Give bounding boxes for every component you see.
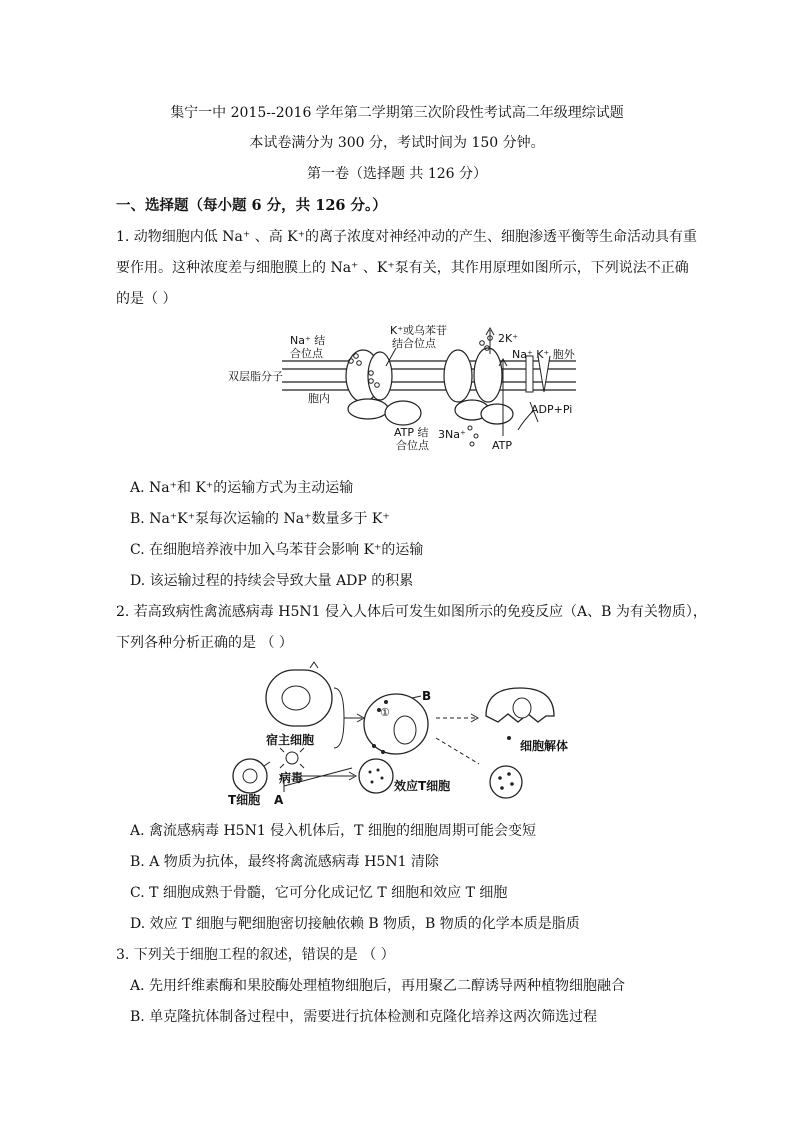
- q2-text-line2: 下列各种分析正确的是 （ ）: [116, 635, 293, 651]
- lysed-cell: [486, 688, 554, 722]
- q2-immune-figure: [224, 658, 594, 808]
- na-site-label-1: Na⁺ 结: [290, 334, 326, 347]
- virus-icon: [280, 748, 304, 768]
- na-site-label-2: 合位点: [290, 347, 323, 360]
- q2-text-line1: 2. 若高致病性禽流感病毒 H5N1 侵入人体后可发生如图所示的免疫反应（A、B 为有关物质），: [116, 604, 707, 620]
- t-cell: [233, 759, 270, 793]
- q2-option-b: B. A 物质为抗体，最终将禽流感病毒 H5N1 清除: [130, 854, 439, 870]
- q1-option-d: D. 该运输过程的持续会导致大量 ADP 的积累: [130, 573, 414, 589]
- q1-pump-figure: [220, 318, 580, 458]
- exam-info: 本试卷满分为 300 分，考试时间为 150 分钟。: [249, 135, 545, 151]
- bracket: [334, 688, 344, 748]
- q1-text-line3: 的是（ ）: [116, 291, 177, 307]
- q3-option-b: B. 单克隆抗体制备过程中，需要进行抗体检测和克隆化培养这两次筛选过程: [130, 1009, 598, 1025]
- na-channel: [526, 356, 533, 392]
- atp-site-label-1: ATP 结: [394, 426, 429, 439]
- two-k-label: 2K⁺: [498, 332, 519, 345]
- q1-text-line1: 1. 动物细胞内低 Na⁺ 、高 K⁺的离子浓度对神经冲动的产生、细胞渗透平衡等生命活动具有重: [116, 229, 697, 245]
- virus-label: 病毒: [279, 771, 304, 785]
- bilayer-label: 双层脂分子: [228, 370, 283, 383]
- k-site-label-1: K⁺或乌苯苷: [390, 324, 448, 337]
- adp-pi-label: ADP+Pi: [531, 403, 573, 416]
- effector-t-cell: [359, 759, 393, 793]
- inside-label: 胞内: [308, 392, 330, 405]
- q1-text-line2: 要作用。这种浓度差与细胞膜上的 Na⁺ 、K⁺泵有关，其作用原理如图所示，下列说法不正确: [116, 260, 689, 276]
- exam-title: 集宁一中 2015--2016 学年第二学期第三次阶段性考试高二年级理综试题: [170, 105, 624, 121]
- atp-label: ATP: [492, 439, 513, 452]
- host-cell: [266, 662, 332, 726]
- q1-option-b: B. Na⁺K⁺泵每次运输的 Na⁺数量多于 K⁺: [130, 511, 390, 527]
- volume-title: 第一卷（选择题 共 126 分）: [306, 166, 488, 182]
- q2-option-c: C. T 细胞成熟于骨髓，它可分化成记忆 T 细胞和效应 T 细胞: [130, 885, 508, 901]
- lysis-label: 细胞解体: [520, 739, 569, 753]
- atp-site-label-2: 合位点: [396, 439, 429, 452]
- q3-option-a: A. 先用纤维素酶和果胶酶处理植物细胞后，再用聚乙二醇诱导两种植物细胞融合: [130, 978, 626, 994]
- q1-option-a: A. Na⁺和 K⁺的运输方式为主动运输: [130, 480, 354, 496]
- label-b: B: [422, 689, 432, 703]
- target-cell: [364, 694, 428, 754]
- q1-option-c: C. 在细胞培养液中加入乌苯苷会影响 K⁺的运输: [130, 542, 424, 558]
- q2-option-d: D. 效应 T 细胞与靶细胞密切接触依赖 B 物质，B 物质的化学本质是脂质: [130, 916, 580, 932]
- k-channel: [538, 356, 550, 392]
- three-na-label: 3Na⁺: [438, 428, 466, 441]
- q2-option-a: A. 禽流感病毒 H5N1 侵入机体后，T 细胞的细胞周期可能会变短: [130, 823, 536, 839]
- fragments-cell: [490, 766, 522, 798]
- host-cell-label: 宿主细胞: [266, 733, 315, 747]
- effector-t-label: 效应T细胞: [394, 779, 451, 793]
- label-a: A: [274, 793, 284, 807]
- t-cell-label: T细胞: [228, 793, 261, 807]
- section-heading: 一、选择题（每小题 6 分，共 126 分。）: [116, 197, 387, 214]
- na-k-outside-label: Na⁺ K⁺ 胞外: [512, 348, 575, 361]
- k-site-label-2: 结合位点: [392, 337, 436, 350]
- marker-one: ①: [380, 706, 390, 719]
- q3-text-line1: 3. 下列关于细胞工程的叙述，错误的是 （ ）: [116, 947, 395, 963]
